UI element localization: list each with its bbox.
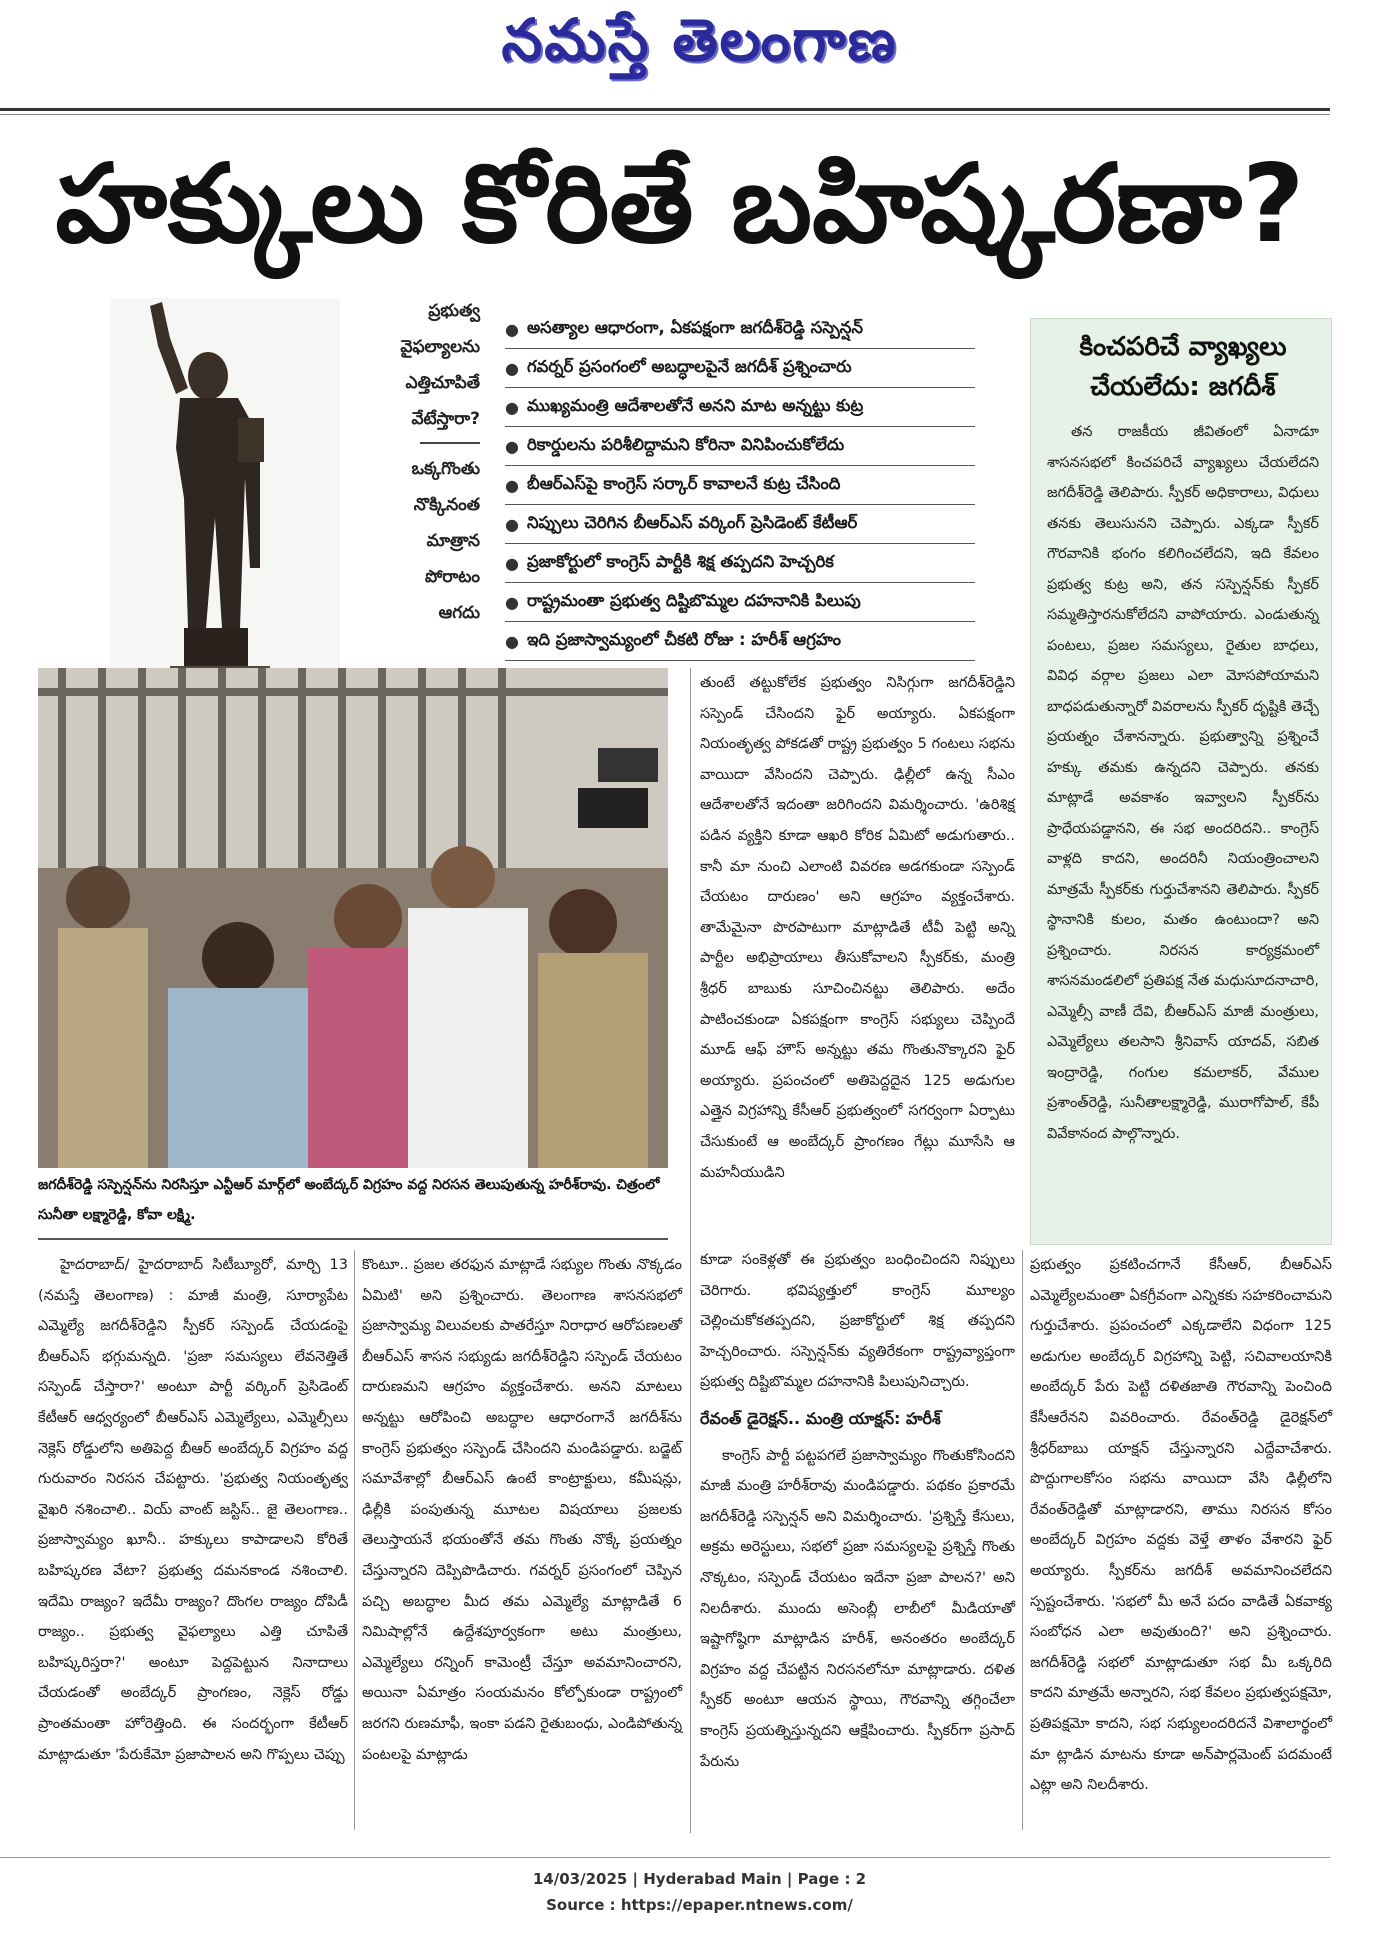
highlight-text: రికార్డులను పరిశీలిద్దామని కోరినా వినిపించుకోలేదు: [526, 434, 845, 454]
source-link[interactable]: Source : https://epaper.ntnews.com/: [546, 1896, 853, 1914]
highlight-text: ముఖ్యమంత్రి ఆదేశాలతోనే అనని మాట అన్నట్టు కుట్ర: [526, 395, 864, 415]
column-rule: [690, 668, 691, 1833]
bullet-icon: ●: [505, 436, 519, 456]
footer-rule: [0, 1857, 1330, 1858]
kicker-line: మాత్రాన: [426, 531, 480, 551]
protest-photo: [38, 668, 668, 1168]
ambedkar-statue-photo: [110, 298, 340, 693]
highlight-text: ఇది ప్రజాస్వామ్యంలో చీకటి రోజు : హరీశ్ ఆగ్రహం: [526, 629, 842, 649]
story-column-upper: [700, 668, 1015, 1248]
highlight-item: [505, 349, 975, 388]
sidebar-title: కించపరిచే వ్యాఖ్యలు చేయలేదు: జగదీశ్: [1079, 332, 1287, 402]
kicker-line: నొక్కినంత: [413, 495, 480, 515]
highlight-item: [505, 427, 975, 466]
highlight-item: [505, 505, 975, 544]
masthead-rule: [0, 108, 1330, 111]
caption-rule: [38, 1238, 668, 1240]
headline: హక్కులు కోరితే బహిష్కరణా?: [55, 142, 1305, 267]
highlight-item: [505, 622, 975, 661]
highlight-text: అసత్యాల ఆధారంగా, ఏకపక్షంగా జగదీశ్‌రెడ్డి సస్పెన్షన్: [526, 317, 863, 337]
highlight-text: నిప్పులు చెరిగిన బీఆర్‌ఎస్ వర్కింగ్ ప్రెసిడెంట్ కేటీఆర్: [526, 512, 858, 532]
bullet-icon: ●: [505, 475, 519, 495]
bullet-icon: ●: [505, 397, 519, 417]
kicker-line: వైఫల్యాలను: [400, 337, 480, 357]
story-paragraph: కొంటూ.. ప్రజల తరఫున మాట్లాడే సభ్యుల గొంతు నొక్కడం ఏమిటి' అని ప్రశ్నించారు. తెలంగాణ శాసనసభలో ప్రజాస్వామ్య విలువలకు పాతరేస్తూ నిరాధార ఆరోపణలతో బీఆర్‌ఎస్ శాసన సభ్యుడు జగదీశ్‌రెడ్డిని సస్పెండ్ చేయటం దారుణమని ఆగ్రహం వ్యక్తంచేశారు. అనని మాటలు అన్నట్టు ఆరోపించి అబద్ధాల ఆధారంగానే జగదీశ్‌ను కాంగ్రెస్ ప్రభుత్వం సస్పెండ్ చేసిందని మండిపడ్డారు. బడ్జెట్ సమావేశాల్లో బీఆర్‌ఎస్ ఉంటే కాంట్రాక్టులు, కమీషన్లు, ఢిల్లీకి పంపుతున్న మూటల విషయాలు ప్రజలకు తెలుస్తాయనే భయంతోనే తమ గొంతు నొక్కే ప్రయత్నం చేస్తున్నారని దెప్పిపొడిచారు. గవర్నర్ ప్రసంగంలో చెప్పిన పచ్చి అబద్ధాల మీద తమ ఎమ్మెల్యే మాట్లాడితే 6 నిమిషాల్లోనే ఉద్దేశపూర్వకంగా అటు మంత్రులు, ఎమ్మెల్యేలు రన్నింగ్ కామెంట్రీ చేస్తూ అవమానించారని, అయినా ఏమాత్రం సంయమనం కోల్పోకుండా రాష్ట్రంలో జరగని రుణమాఫీ, ఇంకా పడని రైతుబంధు, ఎండిపోతున్న పంటలపై మాట్లాడు: [362, 1257, 682, 1763]
column-rule: [354, 1250, 355, 1830]
photo-caption: జగదీశ్‌రెడ్డి సస్పెన్షన్‌ను నిరసిస్తూ ఎన్టీఆర్ మార్గ్‌లో అంబేద్కర్ విగ్రహం వద్ద నిరసన తెలుపుతున్న హరీశ్‌రావు. చిత్రంలో సునీతా లక్ష్మారెడ్డి, కోవా లక్ష్మి.: [38, 1177, 660, 1223]
bullet-icon: ●: [505, 358, 519, 378]
story-paragraph: కాంగ్రెస్ పార్టీ పట్టపగలే ప్రజాస్వామ్యం గొంతుకోసిందని మాజీ మంత్రి హరీశ్‌రావు మండిపడ్డారు. పథకం ప్రకారమే జగదీశ్‌రెడ్డి సస్పెన్షన్ అని విమర్శించారు. 'ప్రశ్నిస్తే కేసులు, అక్రమ అరెస్టులు, సభలో ప్రజా సమస్యలపై ప్రశ్నిస్తే గొంతు నొక్కటం, సస్పెండ్ చేయటం ఇదేనా ప్రజా పాలన?' అని నిలదీశారు. ముందు అసెంబ్లీ లాబీలో మీడియాతో ఇష్టాగోష్ఠిగా మాట్లాడిన హరీశ్, అనంతరం అంబేద్కర్ విగ్రహం వద్ద చేపట్టిన నిరసనలోనూ మాట్లాడారు. దళిత స్పీకర్ అంటూ ఆయన స్థాయి, గౌరవాన్ని తగ్గించేలా కాంగ్రెస్ ప్రయత్నిస్తున్నదని ఆక్షేపించారు. స్పీకర్‌గా ప్రసాద్ పేరును: [700, 1447, 1015, 1770]
highlight-text: ప్రజాకోర్టులో కాంగ్రెస్ పార్టీకి శిక్ష తప్పదని హెచ్చరిక: [526, 551, 834, 571]
sidebar-paragraph: తన రాజకీయ జీవితంలో ఏనాడూ శాసనసభలో కించపరిచే వ్యాఖ్యలు చేయలేదని జగదీశ్‌రెడ్డి తెలిపారు. స్పీకర్ అధికారాలు, విధులు తనకు తెలుసునని చెప్పారు. ఎక్కడా స్పీకర్ గౌరవానికి భంగం కలిగించలేదని, ఇది కేవలం ప్రభుత్వ కుట్ర అని, తన సస్పెన్షన్‌కు స్పీకర్ సమ్మతిస్తారనుకోలేదని వాపోయారు. ఎండుతున్న పంటలు, ప్రజల సమస్యలు, రైతుల బాధలు, వివిధ వర్గాల ప్రజలు ఎలా మోసపోయామని బాధపడుతున్నారో వివరాలను స్పీకర్ దృష్టికి తెచ్చే ప్రయత్నం చేశానన్నారు. ప్రభుత్వాన్ని ప్రశ్నించే హక్కు తమకు ఉన్నదని చెప్పారు. తనకు మాట్లాడే అవకాశం ఇవ్వాలని స్పీకర్‌ను ప్రాధేయపడ్డానని, ఈ సభ అందరిదని.. కాంగ్రెస్ వాళ్లది కాదని, అందరినీ నియంత్రించాలని మాత్రమే స్పీకర్‌కు గుర్తుచేశానని తెలిపారు. స్పీకర్ స్థానానికి కులం, మతం ఉంటుందా? అని ప్రశ్నించారు. నిరసన కార్యక్రమంలో శాసనమండలిలో ప్రతిపక్ష నేత మధుసూదనాచారి, ఎమ్మెల్సీ వాణీ దేవి, బీఆర్‌ఎస్ మాజీ మంత్రులు, ఎమ్మెల్యేలు తలసాని శ్రీనివాస్ యాదవ్, సబిత ఇంద్రారెడ్డి, గంగుల కమలాకర్, వేముల ప్రశాంత్‌రెడ్డి, సునీతాలక్ష్మారెడ్డి, మురాగోపాల్, కేపీ వివేకానంద పాల్గొన్నారు.: [1047, 424, 1319, 1142]
story-subhead: రేవంత్ డైరెక్షన్.. మంత్రి యాక్షన్: హరీశ్: [700, 1408, 941, 1428]
masthead-rule-thin: [0, 114, 1330, 115]
highlights-list: [505, 310, 975, 661]
masthead: [0, 0, 1399, 90]
kicker-line: ప్రభుత్వ: [428, 301, 480, 321]
kicker-line: ఆగదు: [438, 603, 480, 623]
story-paragraph: కూడా సంకెళ్లతో ఈ ప్రభుత్వం బంధించిందని నిప్పులు చెరిగారు. భవిష్యత్తులో కాంగ్రెస్ మూల్యం చెల్లించుకోకతప్పదని, ప్రజాకోర్టులో శిక్ష తప్పదని హెచ్చరించారు. సస్పెన్షన్‌కు వ్యతిరేకంగా రాష్ట్రవ్యాప్తంగా ప్రభుత్వ దిష్టిబొమ్మల దహనానికి పిలుపునిచ్చారు.: [700, 1252, 1015, 1391]
highlight-text: రాష్ట్రమంతా ప్రభుత్వ దిష్టిబొమ్మల దహనానికి పిలుపు: [526, 590, 861, 610]
story-column-1: [38, 1250, 348, 1830]
sidebar-story: [1030, 318, 1332, 1245]
bullet-icon: ●: [505, 319, 519, 339]
story-paragraph: ప్రభుత్వం ప్రకటించగానే కేసీఆర్, బీఆర్‌ఎస్ ఎమ్మెల్యేలమంతా ఏకగ్రీవంగా ఎన్నికకు సహకరించామని గుర్తుచేశారు. ప్రపంచంలో ఎక్కడాలేని విధంగా 125 అడుగుల అంబేద్కర్ విగ్రహాన్ని పెట్టి, సచివాలయానికి అంబేద్కర్ పేరు పెట్టి దళితజాతి గౌరవాన్ని పెంచింది కేసీఆరేనని వివరించారు. రేవంత్‌రెడ్డి డైరెక్షన్‌లో శ్రీధర్‌బాబు యాక్షన్ చేస్తున్నారని ఎద్దేవాచేశారు. పొద్దుగాలకోసం సభను వాయిదా వేసి ఢిల్లీలోని రేవంత్‌రెడ్డితో మాట్లాడారని, తాము నిరసన కోసం అంబేద్కర్ విగ్రహం వద్దకు వెళ్తే తాళం వేశారని ఫైర్ అయ్యారు. స్పీకర్‌ను జగదీశ్ అవమానించలేదని స్పష్టంచేశారు. 'సభలో మీ అనే పదం వాడితే ఏకవాక్య సంబోధన ఎలా అవుతుంది?' అని ప్రశ్నించారు. జగదీశ్‌రెడ్డి సభలో మాట్లాడుతూ సభ మీ ఒక్కరిది కాదని మాత్రమే అన్నారని, సభ కేవలం ప్రభుత్వపక్షమో, ప్రతిపక్షమో కాదని, సభ సభ్యులందరిదనే విశాలార్థంలో మా ట్లాడిన మాటను కూడా అన్‌పార్లమెంట్ పదమంటే ఎట్లా అని నిలదీశారు.: [1030, 1257, 1332, 1794]
newspaper-logo: నమస్తే తెలంగాణ: [501, 6, 898, 74]
bullet-icon: ●: [505, 592, 519, 612]
story-column-3: [700, 1245, 1015, 1835]
kicker-line: వేటేస్తారా?: [411, 409, 480, 429]
page-footer: [0, 1866, 1399, 1918]
highlight-item: [505, 388, 975, 427]
highlight-text: బీఆర్‌ఎస్‌పై కాంగ్రెస్ సర్కార్ కావాలనే కుట్ర చేసింది: [526, 473, 841, 493]
story-paragraph: తుంటే తట్టుకోలేక ప్రభుత్వం నిసిగ్గుగా జగదీశ్‌రెడ్డిని సస్పెండ్ చేసిందని ఫైర్ అయ్యారు. ఏకపక్షంగా నియంతృత్వ పోకడతో రాష్ట్ర ప్రభుత్వం 5 గంటలు సభను వాయిదా వేసిందని చెప్పారు. ఢిల్లీలో ఉన్న సీఎం ఆదేశాలతోనే ఇదంతా జరిగిందని విమర్శించారు. 'ఉరిశిక్ష పడిన వ్యక్తిని కూడా ఆఖరి కోరిక ఏమిటో అడుగుతారు.. కానీ మా నుంచి ఎలాంటి వివరణ అడగకుండా సస్పెండ్ చేయటం దారుణం' అని ఆగ్రహం వ్యక్తంచేశారు. తామేమైనా పొరపాటుగా మాట్లాడితే టీవీ పెట్టి అన్ని పార్టీల అభిప్రాయాలు తీసుకోవాలని స్పీకర్‌కు, మంత్రి శ్రీధర్ బాబుకు సూచించినట్టు తెలిపారు. అదేం పాటించకుండా ఏకపక్షంగా కాంగ్రెస్ సభ్యులు చెప్పిందే మూడ్ ఆఫ్ హౌస్ అన్నట్టు తమ గొంతునొక్కారని ఫైర్ అయ్యారు. ప్రపంచంలో అతిపెద్దదైన 125 అడుగుల ఎత్తైన విగ్రహాన్ని కేసీఆర్ ప్రభుత్వంలో సగర్వంగా ఏర్పాటు చేసుకుంటే ఆ అంబేద్కర్ ప్రాంగణం గేట్లు మూసేసి ఆ మహనీయుడిని: [700, 675, 1015, 1181]
highlight-item: [505, 310, 975, 349]
highlight-item: [505, 583, 975, 622]
story-paragraph: హైదరాబాద్/ హైదరాబాద్ సిటీబ్యూరో, మార్చి 13 (నమస్తే తెలంగాణ) : మాజీ మంత్రి, సూర్యాపేట ఎమ్మెల్యే జగదీశ్‌రెడ్డిని స్పీకర్ సస్పెండ్ చేయడంపై బీఆర్‌ఎస్ భగ్గుమన్నది. 'ప్రజా సమస్యలు లేవనెత్తితే సస్పెండ్ చేస్తారా?' అంటూ పార్టీ వర్కింగ్ ప్రెసిడెంట్ కేటీఆర్ ఆధ్వర్యంలో బీఆర్‌ఎస్ ఎమ్మెల్యేలు, ఎమ్మెల్సీలు నెక్లెస్ రోడ్డులోని అతిపెద్ద బీఆర్ అంబేద్కర్ విగ్రహం వద్ద గురువారం నిరసన చేపట్టారు. 'ప్రభుత్వ నియంతృత్వ వైఖరి నశించాలి.. వియ్ వాంట్ జస్టిస్.. జై తెలంగాణ.. ప్రజాస్వామ్యం ఖూనీ.. హక్కులు కాపాడాలని కోరితే బహిష్కరణ వేటా? ప్రభుత్వ దమనకాండ నశించాలి. ఇదేమి రాజ్యం? ఇదేమీ రాజ్యం? దొంగల రాజ్యం దోపిడీ రాజ్యం.. ప్రభుత్వ వైఫల్యాలు ఎత్తి చూపితే బహిష్కరిస్తరా?' అంటూ పెద్దపెట్టున నినాదాలు చేయడంతో అంబేద్కర్ ప్రాంగణం, నెక్లెస్ రోడ్డు ప్రాంతమంతా హోరెత్తింది. ఈ సందర్భంగా కేటీఆర్ మాట్లాడుతూ 'పేరుకేమో ప్రజాపాలన అని గొప్పలు చెప్పు: [38, 1257, 348, 1763]
bullet-icon: ●: [505, 514, 519, 534]
kicker-line: ఎత్తిచూపితే: [405, 373, 480, 393]
story-column-2: [362, 1250, 682, 1830]
bullet-icon: ●: [505, 553, 519, 573]
highlight-item: [505, 466, 975, 505]
bullet-icon: ●: [505, 631, 519, 651]
column-rule: [1022, 1250, 1023, 1830]
highlight-text: గవర్నర్ ప్రసంగంలో అబద్ధాలపైనే జగదీశ్ ప్రశ్నించారు: [526, 356, 852, 376]
highlight-item: [505, 544, 975, 583]
kicker-line: పోరాటం: [425, 567, 480, 587]
edition-info: 14/03/2025 | Hyderabad Main | Page : 2: [532, 1870, 867, 1888]
kicker-line: ఒక్కగొంతు: [411, 459, 480, 479]
story-column-4: [1030, 1250, 1332, 1830]
kicker: [370, 296, 480, 634]
kicker-divider: [420, 442, 480, 444]
